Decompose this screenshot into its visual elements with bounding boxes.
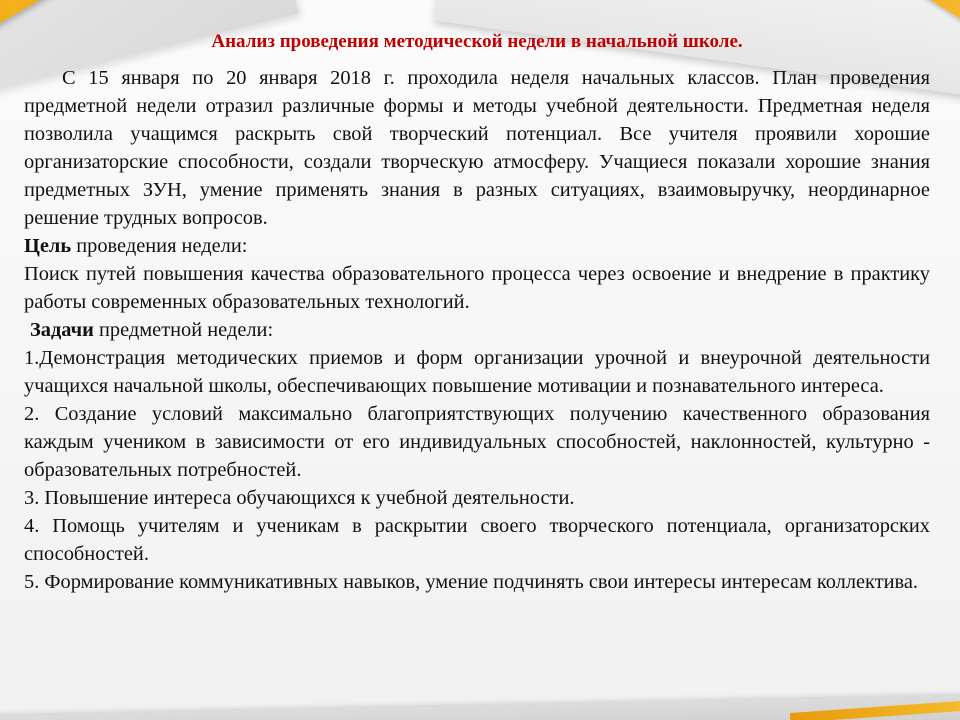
task-item-2: 2. Создание условий максимально благоприятствующих получению качественного образования каждым учеником в зависимости от его индивидуальных способностей, наклонностей, культурно - образовательных потребностей. xyxy=(24,403,930,481)
page-title: Анализ проведения методической недели в начальной школе. xyxy=(211,31,743,52)
tasks-label: Задачи xyxy=(30,319,94,341)
task-item-1: 1.Демонстрация методических приемов и форм организации урочной и внеурочной деятельности учащихся начальной школы, обеспечивающих повышение мотивации и познавательного интереса. xyxy=(24,347,930,397)
tasks-heading-rest: предметной недели: xyxy=(93,319,274,341)
task-item-3: 3. Повышение интереса обучающихся к учебной деятельности. xyxy=(24,487,575,509)
task-item-5: 5. Формирование коммуникативных навыков, умение подчинять свои интересы интересам коллектива. xyxy=(24,571,919,593)
goal-heading-rest: проведения недели: xyxy=(71,235,248,257)
goal-text: Поиск путей повышения качества образовательного процесса через освоение и внедрение в практику работы современных образовательных технологий. xyxy=(24,263,930,313)
goal-label: Цель xyxy=(24,235,72,257)
intro-paragraph: С 15 января по 20 января 2018 г. проходила неделя начальных классов. План проведения предметной недели отразил различные формы и методы учебной деятельности. Предметная неделя позволила учащимся раскрыть свой творческий потенциал. Все учителя проявили хорошие организаторские способности, создали творческую атмосферу. Учащиеся показали хорошие знания предметных ЗУН, умение применять знания в разных ситуациях, взаимовыручку, неординарное решение трудных вопросов. xyxy=(24,67,930,229)
tasks-heading xyxy=(24,316,930,344)
document-body xyxy=(24,30,930,596)
goal-heading xyxy=(24,232,930,260)
task-item-4: 4. Помощь учителям и ученикам в раскрытии своего творческого потенциала, организаторских способностей. xyxy=(24,515,930,565)
